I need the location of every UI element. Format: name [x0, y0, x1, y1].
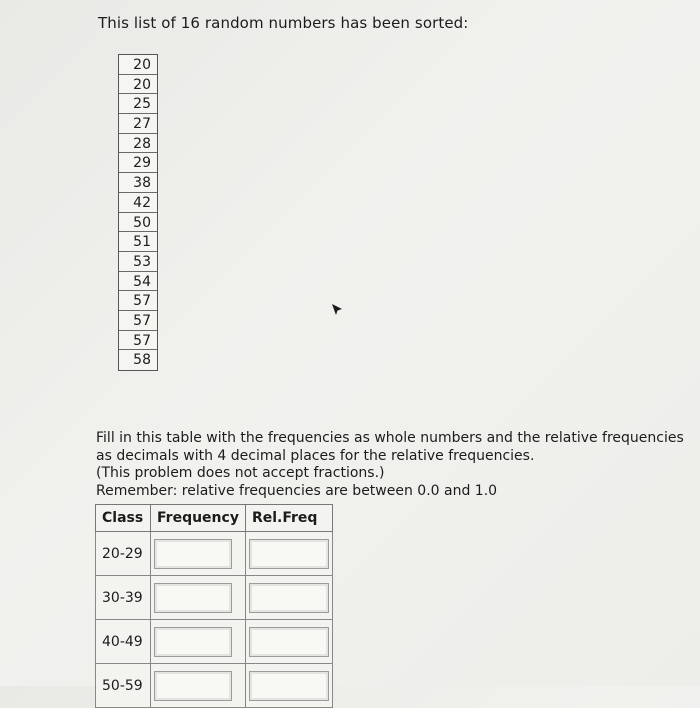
- intro-text: This list of 16 random numbers has been sorted:: [98, 14, 469, 32]
- class-label: 30-39: [96, 576, 151, 620]
- list-item: 29: [119, 153, 157, 173]
- table-row: [96, 532, 333, 576]
- rel-freq-cell: [245, 576, 332, 620]
- frequency-table: [95, 504, 333, 708]
- list-item: 51: [119, 232, 157, 252]
- rel-freq-input-30-39[interactable]: [249, 583, 329, 613]
- rel-freq-input-40-49[interactable]: [249, 627, 329, 657]
- frequency-cell: [151, 532, 246, 576]
- list-item: 57: [119, 311, 157, 331]
- list-item: 58: [133, 352, 151, 369]
- instruction-line: as decimals with 4 decimal places for the relative frequencies.: [96, 447, 535, 464]
- list-item: 28: [119, 134, 157, 154]
- column-header-class: Class: [96, 505, 151, 532]
- instructions: [96, 430, 686, 500]
- column-header-rel-freq: Rel.Freq: [245, 505, 332, 532]
- frequency-cell: [151, 576, 246, 620]
- instruction-line: Remember: relative frequencies are between 0.0 and 1.0: [96, 482, 498, 499]
- list-item: 50: [119, 213, 157, 233]
- list-item: 20: [119, 55, 157, 75]
- list-item: 57: [119, 291, 157, 311]
- list-item: 53: [119, 252, 157, 272]
- sorted-number-list: [118, 54, 158, 371]
- class-label: 40-49: [96, 620, 151, 664]
- list-item: 25: [119, 94, 157, 114]
- rel-freq-input-20-29[interactable]: [249, 539, 329, 569]
- frequency-cell: [151, 620, 246, 664]
- instruction-line: (This problem does not accept fractions.): [96, 465, 385, 481]
- list-item: 38: [119, 173, 157, 193]
- instruction-line: Fill in this table with the frequencies as whole numbers and the relative frequencies: [96, 430, 684, 446]
- rel-freq-cell: [245, 620, 332, 664]
- column-header-frequency: Frequency: [151, 505, 246, 532]
- table-row: [96, 576, 333, 620]
- list-item: 42: [119, 193, 157, 213]
- table-row: [96, 620, 333, 664]
- table-header-row: [96, 505, 333, 532]
- mouse-pointer-icon: [330, 303, 344, 319]
- class-label: 20-29: [96, 532, 151, 576]
- list-item: 20: [119, 75, 157, 95]
- rel-freq-cell: [245, 532, 332, 576]
- list-item: 54: [119, 272, 157, 292]
- frequency-input-30-39[interactable]: [154, 583, 232, 613]
- frequency-input-40-49[interactable]: [154, 627, 232, 657]
- list-item: 57: [119, 331, 157, 351]
- class-label: 50-59: [96, 664, 151, 708]
- list-item: 27: [119, 114, 157, 134]
- frequency-input-20-29[interactable]: [154, 539, 232, 569]
